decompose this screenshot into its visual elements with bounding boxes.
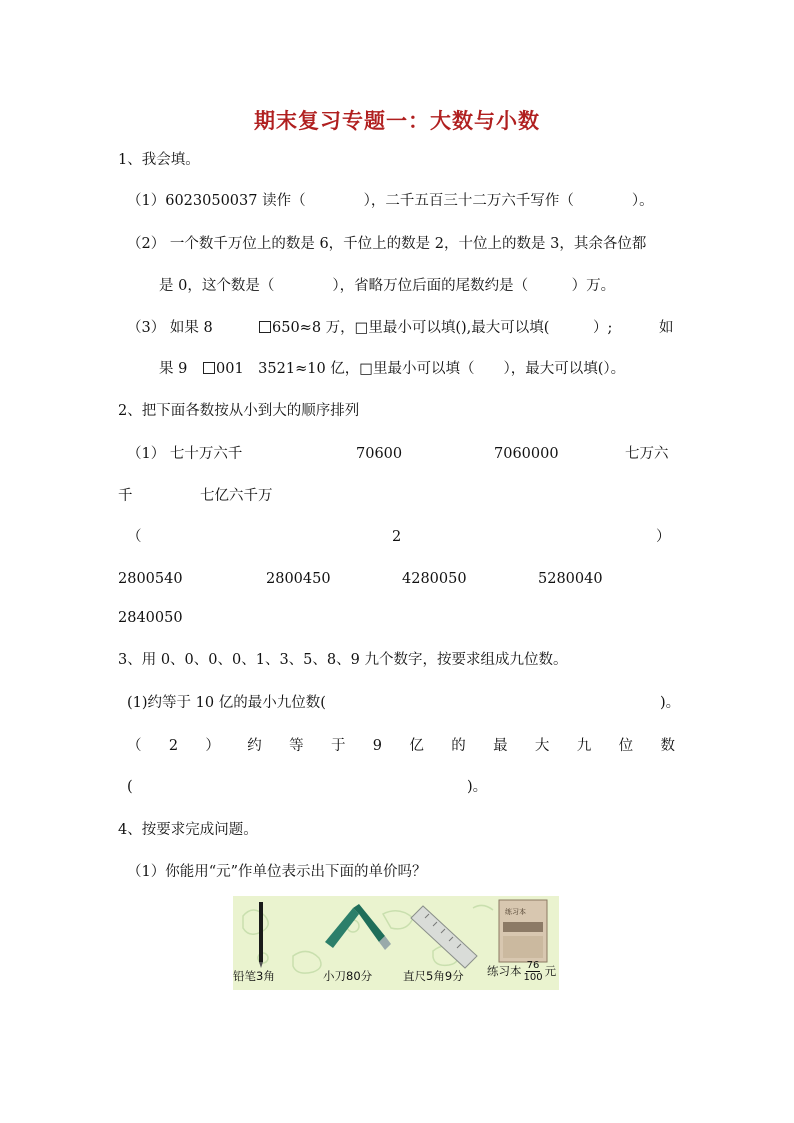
section-1-heading: 1、我会填。	[118, 152, 200, 168]
question-1-1: （1）6023050037 读作（ ），二千五百三十二万六千写作（ ）。	[127, 193, 654, 209]
q32-word: 于	[330, 738, 346, 754]
notebook-cover-text: 练习本	[505, 908, 526, 916]
answer-number: 2	[392, 529, 402, 545]
q32-word: 2	[168, 738, 179, 754]
order-item: 2800540	[118, 571, 183, 587]
order-item: 4280050	[402, 571, 467, 587]
blank-square-icon	[259, 321, 271, 333]
blank-square-icon	[203, 362, 215, 374]
q32-word: 九	[576, 738, 592, 754]
question-3-1-left: (1)约等于 10 亿的最小九位数(	[127, 695, 326, 711]
notebook-price-prefix: 练习本	[487, 964, 522, 978]
question-3-2-open: (	[127, 779, 133, 795]
order-item: 5280040	[538, 571, 603, 587]
knife-price-label: 小刀80分	[323, 969, 373, 983]
q32-word: 亿	[409, 738, 424, 754]
ruler-icon	[411, 906, 477, 968]
question-1-3-end: 如	[659, 320, 674, 336]
q32-word: 约	[247, 738, 262, 754]
fraction-denominator: 100	[523, 972, 543, 983]
order-item: 7060000	[494, 446, 559, 462]
question-1-3-right	[259, 318, 612, 338]
order-item: （1） 七十万六千	[127, 446, 243, 462]
order-item: 70600	[356, 446, 403, 462]
q32-word: 最	[493, 738, 508, 754]
question-3-2-line	[127, 736, 675, 756]
section-2-heading: 2、把下面各数按从小到大的顺序排列	[118, 403, 360, 419]
question-4-1: （1）你能用“元”作单位表示出下面的单价吗？	[127, 864, 427, 880]
notebook-price-fraction	[524, 960, 543, 983]
section-4-heading: 4、按要求完成问题。	[118, 822, 258, 838]
answer-close-paren: ）	[656, 529, 671, 545]
ruler-price-label: 直尺5角9分	[403, 969, 464, 983]
order-item: 千	[118, 488, 133, 504]
section-3-heading: 3、用 0、0、0、0、1、3、5、8、9 九个数字，按要求组成九位数。	[118, 652, 568, 668]
pencil-icon	[259, 902, 263, 968]
notebook-price-label	[487, 960, 556, 983]
page-title: 期末复习专题一：大数与小数	[254, 108, 540, 133]
q32-word: 9	[372, 738, 383, 754]
order-item: 2840050	[118, 610, 183, 626]
q32-word: 等	[289, 738, 304, 754]
pencil-price-label: 铅笔3角	[233, 969, 275, 983]
knife-icon	[325, 904, 391, 950]
question-1-2-line-2: 是 0，这个数是（ ），省略万位后面的尾数约是（ ）万。	[159, 278, 616, 294]
question-1-3b-mid	[203, 359, 625, 379]
q32-word: 大	[534, 738, 550, 754]
q32-word: 数	[660, 738, 675, 754]
question-1-3-right-text: 650≈8 万，□里最小可以填(),最大可以填( ）;	[272, 320, 613, 336]
question-1-2-line-1: （2） 一个数千万位上的数是 6，千位上的数是 2，十位上的数是 3，其余各位都	[127, 236, 647, 252]
q32-word: 的	[451, 738, 466, 754]
q32-word: （	[127, 738, 142, 754]
question-1-3b-text: 001 3521≈10 亿，□里最小可以填（ ），最大可以填(）。	[216, 361, 626, 377]
order-item: 2800450	[266, 571, 331, 587]
price-illustration	[233, 896, 559, 990]
question-3-1-right: )。	[660, 695, 681, 711]
order-item: 七亿六千万	[200, 488, 273, 504]
q32-word: ）	[205, 738, 220, 754]
order-item: 七万六	[625, 446, 669, 462]
question-3-2-close: )。	[467, 779, 488, 795]
question-1-3-left: （3） 如果 8	[127, 320, 213, 336]
fraction-numerator: 76	[526, 960, 540, 971]
question-1-3b-left: 果 9	[159, 361, 188, 377]
answer-open-paren: （	[127, 529, 142, 545]
notebook-price-unit: 元	[544, 964, 557, 978]
q32-word: 位	[618, 738, 634, 754]
